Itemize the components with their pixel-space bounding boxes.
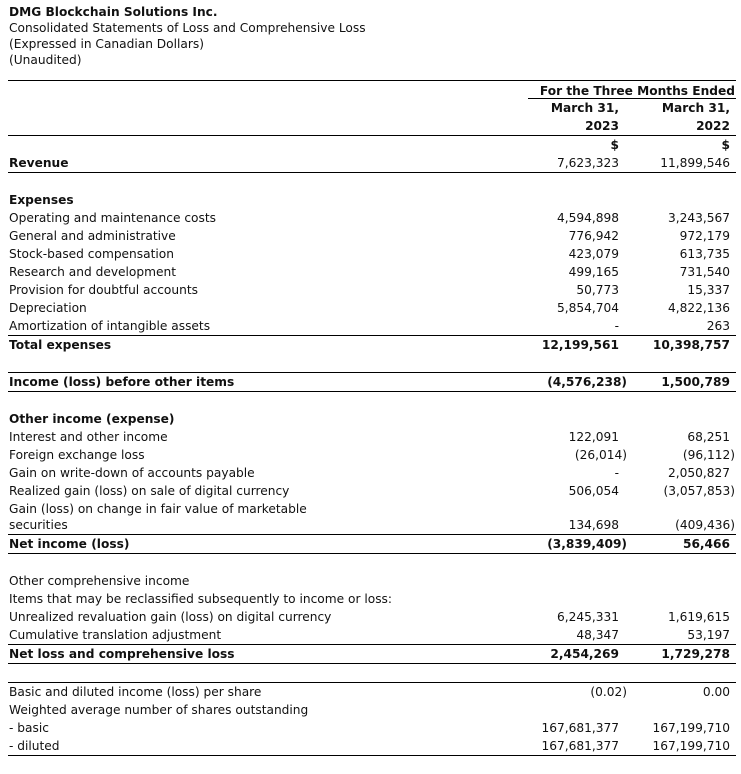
table-row xyxy=(8,299,736,317)
table-row xyxy=(8,263,736,281)
value-2023: 4,594,898 xyxy=(556,211,619,225)
value-2022: 3,243,567 xyxy=(667,211,730,225)
column-header-row-2 xyxy=(8,117,736,136)
eps-2023: (0.02) xyxy=(590,685,627,699)
revenue-2022: 11,899,546 xyxy=(660,156,730,170)
expenses-heading-row xyxy=(8,191,736,209)
row-label: Amortization of intangible assets xyxy=(9,319,211,333)
value-2022: 15,337 xyxy=(687,283,730,297)
value-2022: (3,057,853) xyxy=(663,484,735,498)
net-income-label: Net income (loss) xyxy=(9,537,130,551)
value-2023: 50,773 xyxy=(576,283,619,297)
col-2023-date: March 31, xyxy=(550,101,619,115)
table-row xyxy=(8,281,736,299)
value-2022: 68,251 xyxy=(687,430,730,444)
spacer xyxy=(8,554,736,572)
value-2023: 6,245,331 xyxy=(556,610,619,624)
net-income-2023: (3,839,409) xyxy=(547,537,627,551)
revenue-row xyxy=(8,154,736,173)
table-row xyxy=(8,500,736,535)
revenue-2023: 7,623,323 xyxy=(556,156,619,170)
shares-basic-2023: 167,681,377 xyxy=(541,721,619,735)
shares-diluted-label: - diluted xyxy=(9,739,60,753)
comprehensive-loss-row xyxy=(8,645,736,664)
table-row xyxy=(8,245,736,263)
currency-row xyxy=(8,136,736,154)
eps-row xyxy=(8,683,736,701)
row-label: Realized gain (loss) on sale of digital currency xyxy=(9,484,290,498)
row-label: Operating and maintenance costs xyxy=(9,211,216,225)
value-2023: 48,347 xyxy=(576,628,619,642)
shares-diluted-2022: 167,199,710 xyxy=(652,739,730,753)
currency-symbol-2022: $ xyxy=(721,138,730,152)
value-2022: 1,619,615 xyxy=(667,610,730,624)
eps-label: Basic and diluted income (loss) per share xyxy=(9,685,262,699)
comprehensive-loss-label: Net loss and comprehensive loss xyxy=(9,647,235,661)
oci-heading: Other comprehensive income xyxy=(9,574,190,588)
table-row xyxy=(8,608,736,626)
total-expenses-row xyxy=(8,336,736,354)
row-label-line2: securities xyxy=(9,518,68,532)
row-label: Depreciation xyxy=(9,301,87,315)
revenue-label: Revenue xyxy=(9,156,69,170)
net-income-row xyxy=(8,535,736,554)
shares-heading: Weighted average number of shares outstanding xyxy=(9,703,309,717)
col-2022-date: March 31, xyxy=(661,101,730,115)
net-income-2022: 56,466 xyxy=(682,537,730,551)
total-expenses-2023: 12,199,561 xyxy=(541,338,619,352)
statement-title: Consolidated Statements of Loss and Comprehensive Loss xyxy=(9,21,366,35)
table-row xyxy=(8,482,736,500)
currency-symbol-2023: $ xyxy=(610,138,619,152)
row-label xyxy=(9,501,307,533)
value-2023: 5,854,704 xyxy=(556,301,619,315)
oci-subheading: Items that may be reclassified subsequently to income or loss: xyxy=(9,592,392,606)
value-2022: 263 xyxy=(706,319,730,333)
row-label: Research and development xyxy=(9,265,176,279)
spacer xyxy=(8,173,736,191)
income-before-other-2022: 1,500,789 xyxy=(661,375,730,389)
statement-header xyxy=(9,4,366,68)
income-before-other-label: Income (loss) before other items xyxy=(9,375,235,389)
value-2023: 423,079 xyxy=(568,247,619,261)
value-2022: 2,050,827 xyxy=(667,466,730,480)
value-2023: 134,698 xyxy=(568,518,619,532)
value-2022: (409,436) xyxy=(675,518,735,532)
shares-diluted-2023: 167,681,377 xyxy=(541,739,619,753)
shares-heading-row xyxy=(8,701,736,719)
value-2022: (96,112) xyxy=(682,448,735,462)
value-2022: 731,540 xyxy=(679,265,730,279)
table-row xyxy=(8,428,736,446)
row-label: General and administrative xyxy=(9,229,176,243)
row-label: Stock-based compensation xyxy=(9,247,174,261)
value-2023: - xyxy=(614,466,619,480)
value-2023: - xyxy=(614,319,619,333)
row-label: Unrealized revaluation gain (loss) on digital currency xyxy=(9,610,332,624)
value-2023: 506,054 xyxy=(568,484,619,498)
spacer xyxy=(8,664,736,683)
total-expenses-label: Total expenses xyxy=(9,338,112,352)
spacer xyxy=(8,392,736,410)
company-name: DMG Blockchain Solutions Inc. xyxy=(9,5,218,19)
row-label: Interest and other income xyxy=(9,430,168,444)
income-before-other-row xyxy=(8,372,736,392)
other-income-heading-row xyxy=(8,410,736,428)
oci-subheading-row xyxy=(8,590,736,608)
audit-note: (Unaudited) xyxy=(9,53,82,67)
spacer xyxy=(8,354,736,372)
col-2022-year: 2022 xyxy=(696,119,730,133)
table-row xyxy=(8,626,736,645)
expenses-heading: Expenses xyxy=(9,193,74,207)
row-label: Gain on write-down of accounts payable xyxy=(9,466,255,480)
table-row xyxy=(8,464,736,482)
row-label-line1: Gain (loss) on change in fair value of marketable xyxy=(9,502,307,516)
shares-basic-2022: 167,199,710 xyxy=(652,721,730,735)
value-2022: 4,822,136 xyxy=(667,301,730,315)
table-row xyxy=(8,209,736,227)
income-statement-table xyxy=(8,80,736,756)
value-2022: 972,179 xyxy=(679,229,730,243)
income-before-other-2023: (4,576,238) xyxy=(547,375,627,389)
table-row xyxy=(8,227,736,245)
table-row xyxy=(8,446,736,464)
row-label: Foreign exchange loss xyxy=(9,448,145,462)
shares-basic-label: - basic xyxy=(9,721,49,735)
total-expenses-2022: 10,398,757 xyxy=(652,338,730,352)
value-2023: 776,942 xyxy=(568,229,619,243)
value-2023: (26,014) xyxy=(574,448,627,462)
currency-note: (Expressed in Canadian Dollars) xyxy=(9,37,204,51)
row-label: Cumulative translation adjustment xyxy=(9,628,222,642)
table-row xyxy=(8,317,736,336)
value-2022: 53,197 xyxy=(687,628,730,642)
value-2023: 499,165 xyxy=(568,265,619,279)
comprehensive-loss-2023: 2,454,269 xyxy=(550,647,619,661)
eps-2022: 0.00 xyxy=(702,685,730,699)
period-heading-row xyxy=(8,80,736,99)
value-2022: 613,735 xyxy=(679,247,730,261)
shares-diluted-row xyxy=(8,737,736,756)
comprehensive-loss-2022: 1,729,278 xyxy=(661,647,730,661)
value-2023: 122,091 xyxy=(568,430,619,444)
other-income-heading: Other income (expense) xyxy=(9,412,175,426)
shares-basic-row xyxy=(8,719,736,737)
col-2023-year: 2023 xyxy=(585,119,619,133)
row-label: Provision for doubtful accounts xyxy=(9,283,198,297)
oci-heading-row xyxy=(8,572,736,590)
period-heading: For the Three Months Ended xyxy=(539,84,735,98)
column-header-row-1 xyxy=(8,99,736,117)
